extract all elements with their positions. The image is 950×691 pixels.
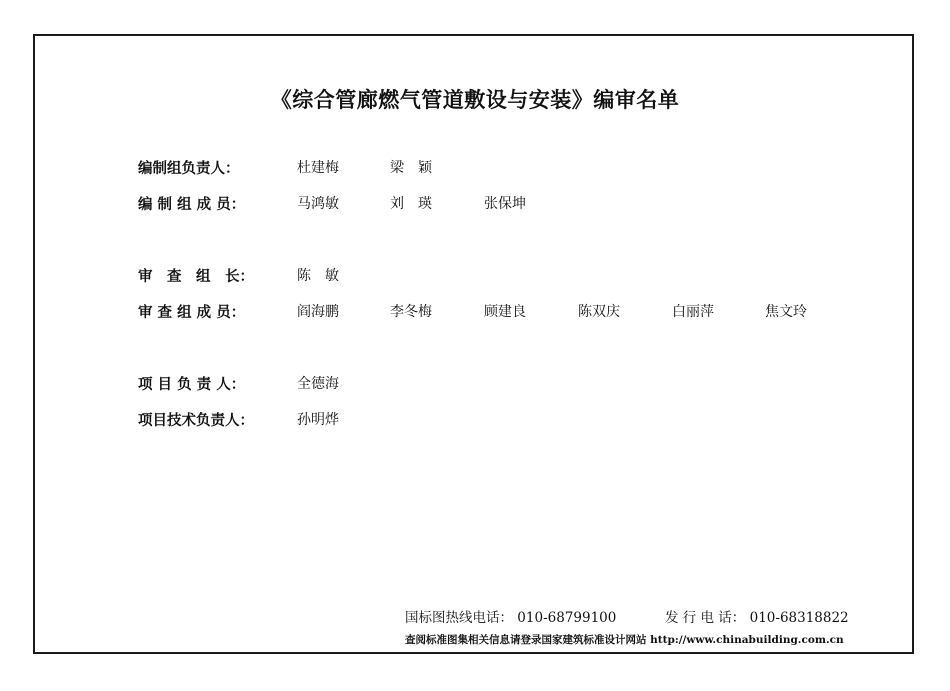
row-compile-lead <box>0 157 950 177</box>
person-name: 孙明烨 <box>297 412 339 428</box>
person-name: 杜建梅 <box>297 160 339 176</box>
row-label: 审 查 组 长： <box>138 269 254 285</box>
person-name: 阎海鹏 <box>297 304 339 320</box>
footer-website-line: 查阅标准图集相关信息请登录国家建筑标准设计网站 http://www.chinabuilding.com.cn <box>405 634 844 646</box>
row-label: 编制组负责人： <box>138 161 240 177</box>
hotline-number: 010-68799100 <box>517 610 617 626</box>
person-name: 陈 敏 <box>297 268 339 284</box>
row-tech-lead <box>0 409 950 429</box>
person-name: 顾建良 <box>484 304 526 320</box>
row-label: 审 查 组 成 员： <box>138 305 246 321</box>
issue-phone-number: 010-68318822 <box>749 610 849 626</box>
page-border <box>33 34 914 654</box>
issue-phone-label: 发 行 电 话： <box>664 610 746 626</box>
person-name: 陈双庆 <box>578 304 620 320</box>
person-name: 白丽萍 <box>672 304 714 320</box>
page-title: 《综合管廊燃气管道敷设与安装》编审名单 <box>270 88 680 112</box>
row-review-members <box>0 301 950 321</box>
hotline-label: 国标图热线电话： <box>405 610 513 626</box>
person-name: 马鸿敏 <box>297 196 339 212</box>
row-label: 项目技术负责人： <box>138 413 254 429</box>
row-review-lead <box>0 265 950 285</box>
person-name: 张保坤 <box>484 196 526 212</box>
row-project-lead <box>0 373 950 393</box>
person-name: 焦文玲 <box>765 304 807 320</box>
person-name: 梁 颖 <box>390 160 432 176</box>
row-label: 编 制 组 成 员： <box>138 197 246 213</box>
row-label: 项 目 负 责 人： <box>138 377 246 393</box>
person-name: 全德海 <box>297 376 339 392</box>
row-compile-members <box>0 193 950 213</box>
footer-phone-line <box>405 606 849 626</box>
person-name: 刘 瑛 <box>390 196 432 212</box>
person-name: 李冬梅 <box>390 304 432 320</box>
